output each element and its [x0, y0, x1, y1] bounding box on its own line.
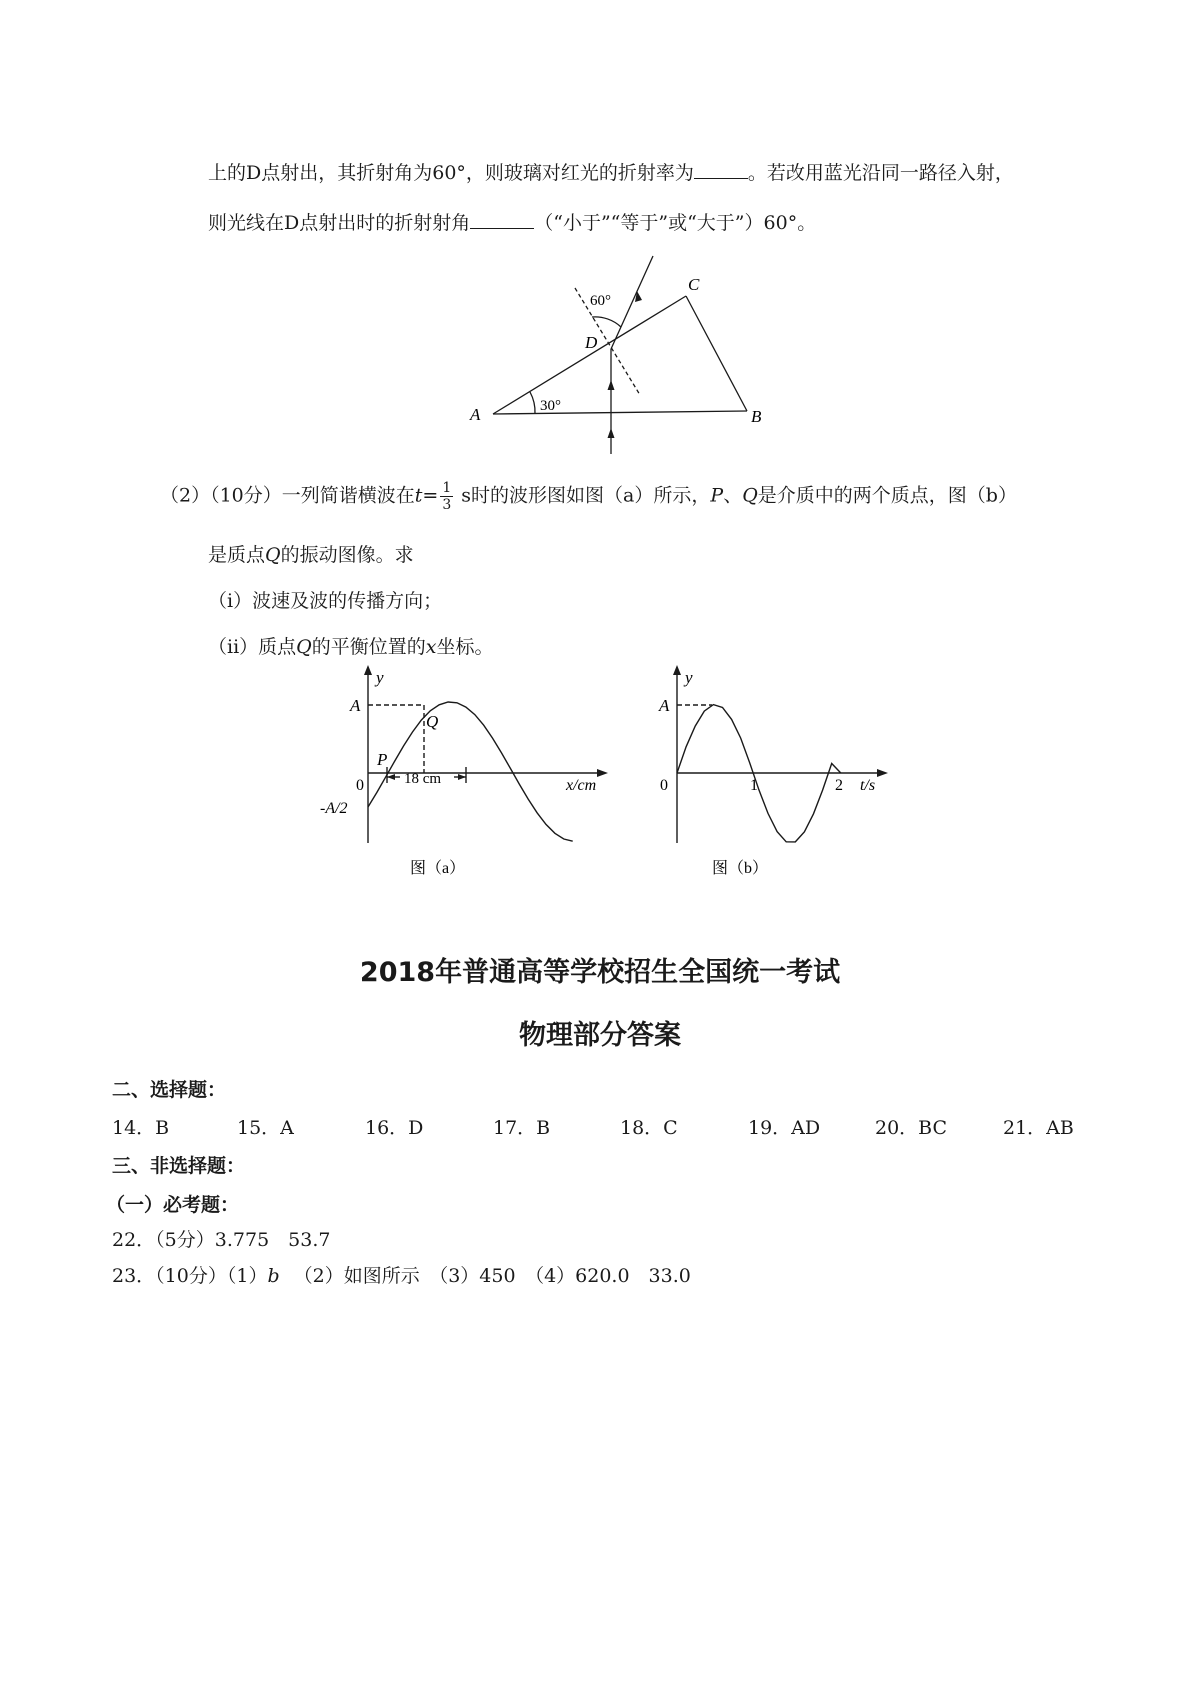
graph-a-p-label: P — [377, 750, 388, 769]
graph-a-x-label: x/cm — [566, 777, 597, 794]
choice-answer: 14．B — [112, 1117, 170, 1139]
prism-side-ac — [493, 296, 686, 414]
graph-a-dist-arrow-left — [387, 774, 395, 780]
graph-a-amp-label: A — [350, 696, 361, 715]
label-d: D — [585, 333, 598, 352]
prism-side-ab — [493, 411, 747, 414]
graph-b-caption: 图（b） — [712, 860, 769, 877]
answer-23: 23．（10分）（1）b （2）如图所示 （3）450 （4）620.0 33.0 — [112, 1265, 691, 1287]
prism-side-cb — [686, 296, 747, 411]
q34-2-item-i: （i）波速及波的传播方向； — [208, 590, 443, 612]
vibration-graph-b — [640, 665, 900, 895]
prism-figure — [460, 250, 780, 460]
graph-a-x-arrow — [597, 769, 608, 777]
refracted-ray — [611, 256, 653, 349]
answer-blank-2 — [470, 210, 534, 229]
q34-2-line1: （2）（10分）一列简谐横波在t= $\frac{1}{3}$ s时的波形图如图（a）所示，P、Q是介质中的两个质点，图（b） — [160, 480, 1017, 513]
answer-22: 22．（5分）3.775 53.7 — [112, 1229, 331, 1251]
graph-a-y-arrow — [364, 665, 372, 675]
choice-answer: 17．B — [493, 1117, 551, 1139]
angle-arc-d — [592, 317, 621, 327]
graph-b-tick-2: 2 — [835, 777, 843, 794]
graph-a-dist-arrow-right — [458, 774, 466, 780]
graph-a-neg-label: -A/2 — [320, 800, 348, 817]
graph-a-distance: 18 cm — [404, 771, 442, 787]
fraction-one-third: $\frac{1}{3}$ — [442, 480, 452, 513]
graph-a-caption: 图（a） — [410, 860, 466, 877]
choice-answer: 21．AB — [1003, 1117, 1074, 1139]
wave-graph-a — [300, 665, 620, 895]
graph-a-y-label: y — [376, 668, 384, 687]
graph-b-x-arrow — [877, 769, 888, 777]
q34-1-line1: 上的D点射出，其折射角为60°，则玻璃对红光的折射率为 。若改用蓝光沿同一路径入射， — [208, 162, 1014, 184]
graph-a-q-label: Q — [426, 712, 439, 731]
section-three-heading: 三、非选择题： — [112, 1155, 246, 1177]
q34-2-line2: 是质点Q的振动图像。求 — [208, 544, 414, 566]
choice-answer: 19．AD — [748, 1117, 821, 1139]
answer-blank-1 — [694, 160, 748, 179]
section-two-heading: 二、选择题： — [112, 1079, 227, 1101]
label-b: B — [751, 407, 762, 426]
graph-b-amp-label: A — [659, 696, 670, 715]
graph-b-origin: 0 — [660, 777, 668, 794]
q34-1-line2: 则光线在D点射出时的折射射角 （“小于”“等于”或“大于”）60°。 — [208, 212, 817, 234]
label-a: A — [470, 405, 481, 424]
angle-label-d: 60° — [590, 293, 611, 309]
graph-a-origin: 0 — [356, 777, 364, 794]
graph-b-y-arrow — [673, 665, 681, 675]
angle-label-a: 30° — [540, 398, 561, 414]
graph-b-t-label: t/s — [860, 777, 876, 794]
angle-arc-a — [530, 392, 535, 414]
q34-2-item-ii: （ii）质点Q的平衡位置的x坐标。 — [208, 636, 494, 658]
arrow-incident-mid — [608, 380, 615, 390]
arrow-incident-low — [608, 428, 615, 438]
required-heading: （一）必考题： — [106, 1194, 240, 1216]
answers-title: 2018年普通高等学校招生全国统一考试 — [359, 957, 841, 988]
label-c: C — [688, 275, 700, 294]
choice-answer: 16．D — [365, 1117, 424, 1139]
answers-subtitle: 物理部分答案 — [519, 1020, 681, 1051]
choice-answer: 18．C — [620, 1117, 678, 1139]
graph-a-wave-curve — [368, 702, 573, 841]
graph-b-tick-1: 1 — [750, 777, 758, 794]
choice-answer: 15．A — [237, 1117, 294, 1139]
choice-answer: 20．BC — [875, 1117, 948, 1139]
graph-b-y-label: y — [685, 668, 693, 687]
